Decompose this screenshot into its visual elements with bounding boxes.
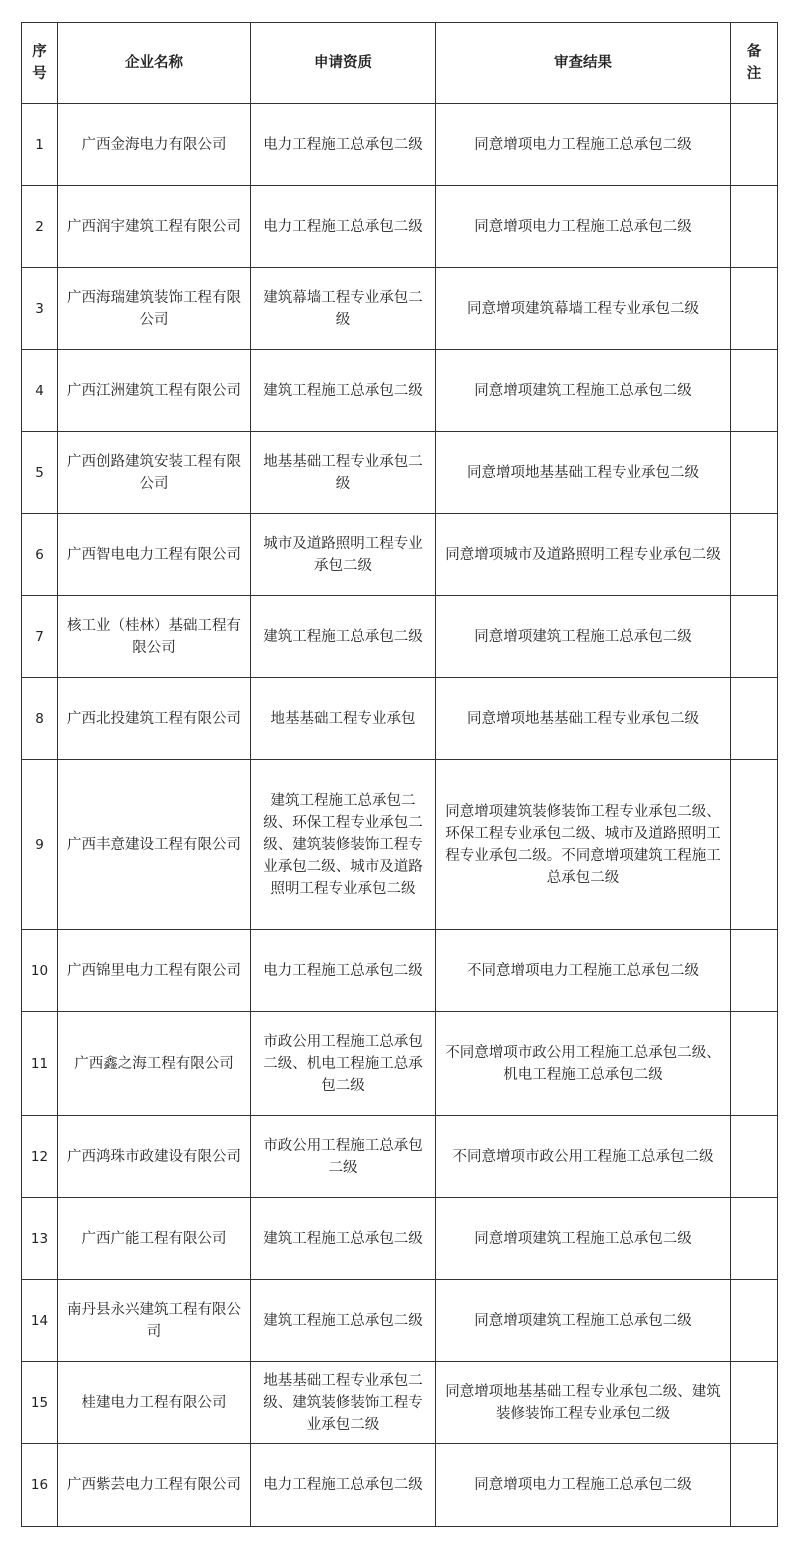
remark-cell (731, 1012, 778, 1116)
remark-cell (731, 1444, 778, 1527)
company-name-cell: 广西北投建筑工程有限公司 (58, 678, 251, 760)
row-index-cell: 14 (22, 1280, 58, 1362)
row-index-cell: 3 (22, 268, 58, 350)
row-index-cell: 6 (22, 514, 58, 596)
company-name-cell: 南丹县永兴建筑工程有限公司 (58, 1280, 251, 1362)
review-result-cell: 同意增项建筑工程施工总承包二级 (436, 1198, 731, 1280)
qualification-cell: 建筑工程施工总承包二级 (251, 596, 436, 678)
remark-cell (731, 432, 778, 514)
qualification-cell: 地基基础工程专业承包二级 (251, 432, 436, 514)
row-index-cell: 7 (22, 596, 58, 678)
qualification-cell: 建筑工程施工总承包二级 (251, 350, 436, 432)
qualification-cell: 城市及道路照明工程专业承包二级 (251, 514, 436, 596)
table-row (22, 432, 778, 514)
qualification-cell: 建筑工程施工总承包二级、环保工程专业承包二级、建筑装修装饰工程专业承包二级、城市及道路照明工程专业承包二级 (251, 760, 436, 930)
qualification-cell: 电力工程施工总承包二级 (251, 1444, 436, 1527)
table-row (22, 930, 778, 1012)
review-result-cell: 同意增项城市及道路照明工程专业承包二级 (436, 514, 731, 596)
company-name-cell: 广西金海电力有限公司 (58, 104, 251, 186)
review-results-table (21, 22, 778, 1527)
qualification-cell: 电力工程施工总承包二级 (251, 186, 436, 268)
review-result-cell: 不同意增项市政公用工程施工总承包二级、机电工程施工总承包二级 (436, 1012, 731, 1116)
row-index-cell: 15 (22, 1362, 58, 1444)
qualification-cell: 地基基础工程专业承包二级、建筑装修装饰工程专业承包二级 (251, 1362, 436, 1444)
header-company-name: 企业名称 (58, 23, 251, 104)
review-result-cell: 同意增项电力工程施工总承包二级 (436, 1444, 731, 1527)
remark-cell (731, 1280, 778, 1362)
company-name-cell: 广西锦里电力工程有限公司 (58, 930, 251, 1012)
company-name-cell: 广西海瑞建筑装饰工程有限公司 (58, 268, 251, 350)
table-row (22, 1280, 778, 1362)
row-index-cell: 4 (22, 350, 58, 432)
remark-cell (731, 1198, 778, 1280)
table-row (22, 186, 778, 268)
qualification-cell: 建筑工程施工总承包二级 (251, 1280, 436, 1362)
review-result-cell: 同意增项电力工程施工总承包二级 (436, 186, 731, 268)
row-index-cell: 11 (22, 1012, 58, 1116)
review-result-cell: 同意增项电力工程施工总承包二级 (436, 104, 731, 186)
remark-cell (731, 104, 778, 186)
table-row (22, 268, 778, 350)
review-result-cell: 不同意增项电力工程施工总承包二级 (436, 930, 731, 1012)
header-remark: 备注 (731, 23, 778, 104)
company-name-cell: 桂建电力工程有限公司 (58, 1362, 251, 1444)
remark-cell (731, 514, 778, 596)
table-row (22, 350, 778, 432)
table-row (22, 596, 778, 678)
table-row (22, 104, 778, 186)
table-row (22, 1012, 778, 1116)
remark-cell (731, 350, 778, 432)
table-row (22, 1116, 778, 1198)
remark-cell (731, 1362, 778, 1444)
qualification-cell: 建筑幕墙工程专业承包二级 (251, 268, 436, 350)
company-name-cell: 广西紫芸电力工程有限公司 (58, 1444, 251, 1527)
qualification-cell: 电力工程施工总承包二级 (251, 104, 436, 186)
company-name-cell: 广西丰意建设工程有限公司 (58, 760, 251, 930)
review-result-cell: 同意增项建筑装修装饰工程专业承包二级、环保工程专业承包二级、城市及道路照明工程专业承包二级。不同意增项建筑工程施工总承包二级 (436, 760, 731, 930)
row-index-cell: 8 (22, 678, 58, 760)
header-qualification: 申请资质 (251, 23, 436, 104)
table-row (22, 678, 778, 760)
table-row (22, 1198, 778, 1280)
review-result-cell: 同意增项建筑工程施工总承包二级 (436, 596, 731, 678)
company-name-cell: 广西创路建筑安装工程有限公司 (58, 432, 251, 514)
review-result-cell: 同意增项建筑工程施工总承包二级 (436, 1280, 731, 1362)
remark-cell (731, 268, 778, 350)
review-result-cell: 不同意增项市政公用工程施工总承包二级 (436, 1116, 731, 1198)
header-index: 序号 (22, 23, 58, 104)
table-row (22, 1362, 778, 1444)
row-index-cell: 9 (22, 760, 58, 930)
row-index-cell: 12 (22, 1116, 58, 1198)
remark-cell (731, 596, 778, 678)
table-row (22, 514, 778, 596)
review-result-cell: 同意增项地基基础工程专业承包二级 (436, 432, 731, 514)
remark-cell (731, 1116, 778, 1198)
remark-cell (731, 186, 778, 268)
row-index-cell: 2 (22, 186, 58, 268)
remark-cell (731, 760, 778, 930)
review-result-cell: 同意增项地基基础工程专业承包二级 (436, 678, 731, 760)
remark-cell (731, 930, 778, 1012)
row-index-cell: 1 (22, 104, 58, 186)
company-name-cell: 核工业（桂林）基础工程有限公司 (58, 596, 251, 678)
remark-cell (731, 678, 778, 760)
header-review-result: 审查结果 (436, 23, 731, 104)
qualification-cell: 电力工程施工总承包二级 (251, 930, 436, 1012)
company-name-cell: 广西鑫之海工程有限公司 (58, 1012, 251, 1116)
qualification-cell: 市政公用工程施工总承包二级、机电工程施工总承包二级 (251, 1012, 436, 1116)
company-name-cell: 广西江洲建筑工程有限公司 (58, 350, 251, 432)
company-name-cell: 广西广能工程有限公司 (58, 1198, 251, 1280)
table-row (22, 760, 778, 930)
row-index-cell: 13 (22, 1198, 58, 1280)
qualification-cell: 地基基础工程专业承包 (251, 678, 436, 760)
company-name-cell: 广西润宇建筑工程有限公司 (58, 186, 251, 268)
table-row (22, 1444, 778, 1527)
review-result-cell: 同意增项建筑工程施工总承包二级 (436, 350, 731, 432)
review-result-cell: 同意增项建筑幕墙工程专业承包二级 (436, 268, 731, 350)
row-index-cell: 16 (22, 1444, 58, 1527)
company-name-cell: 广西鸿珠市政建设有限公司 (58, 1116, 251, 1198)
company-name-cell: 广西智电电力工程有限公司 (58, 514, 251, 596)
row-index-cell: 5 (22, 432, 58, 514)
table-header-row (22, 23, 778, 104)
row-index-cell: 10 (22, 930, 58, 1012)
qualification-cell: 市政公用工程施工总承包二级 (251, 1116, 436, 1198)
qualification-cell: 建筑工程施工总承包二级 (251, 1198, 436, 1280)
review-result-cell: 同意增项地基基础工程专业承包二级、建筑装修装饰工程专业承包二级 (436, 1362, 731, 1444)
